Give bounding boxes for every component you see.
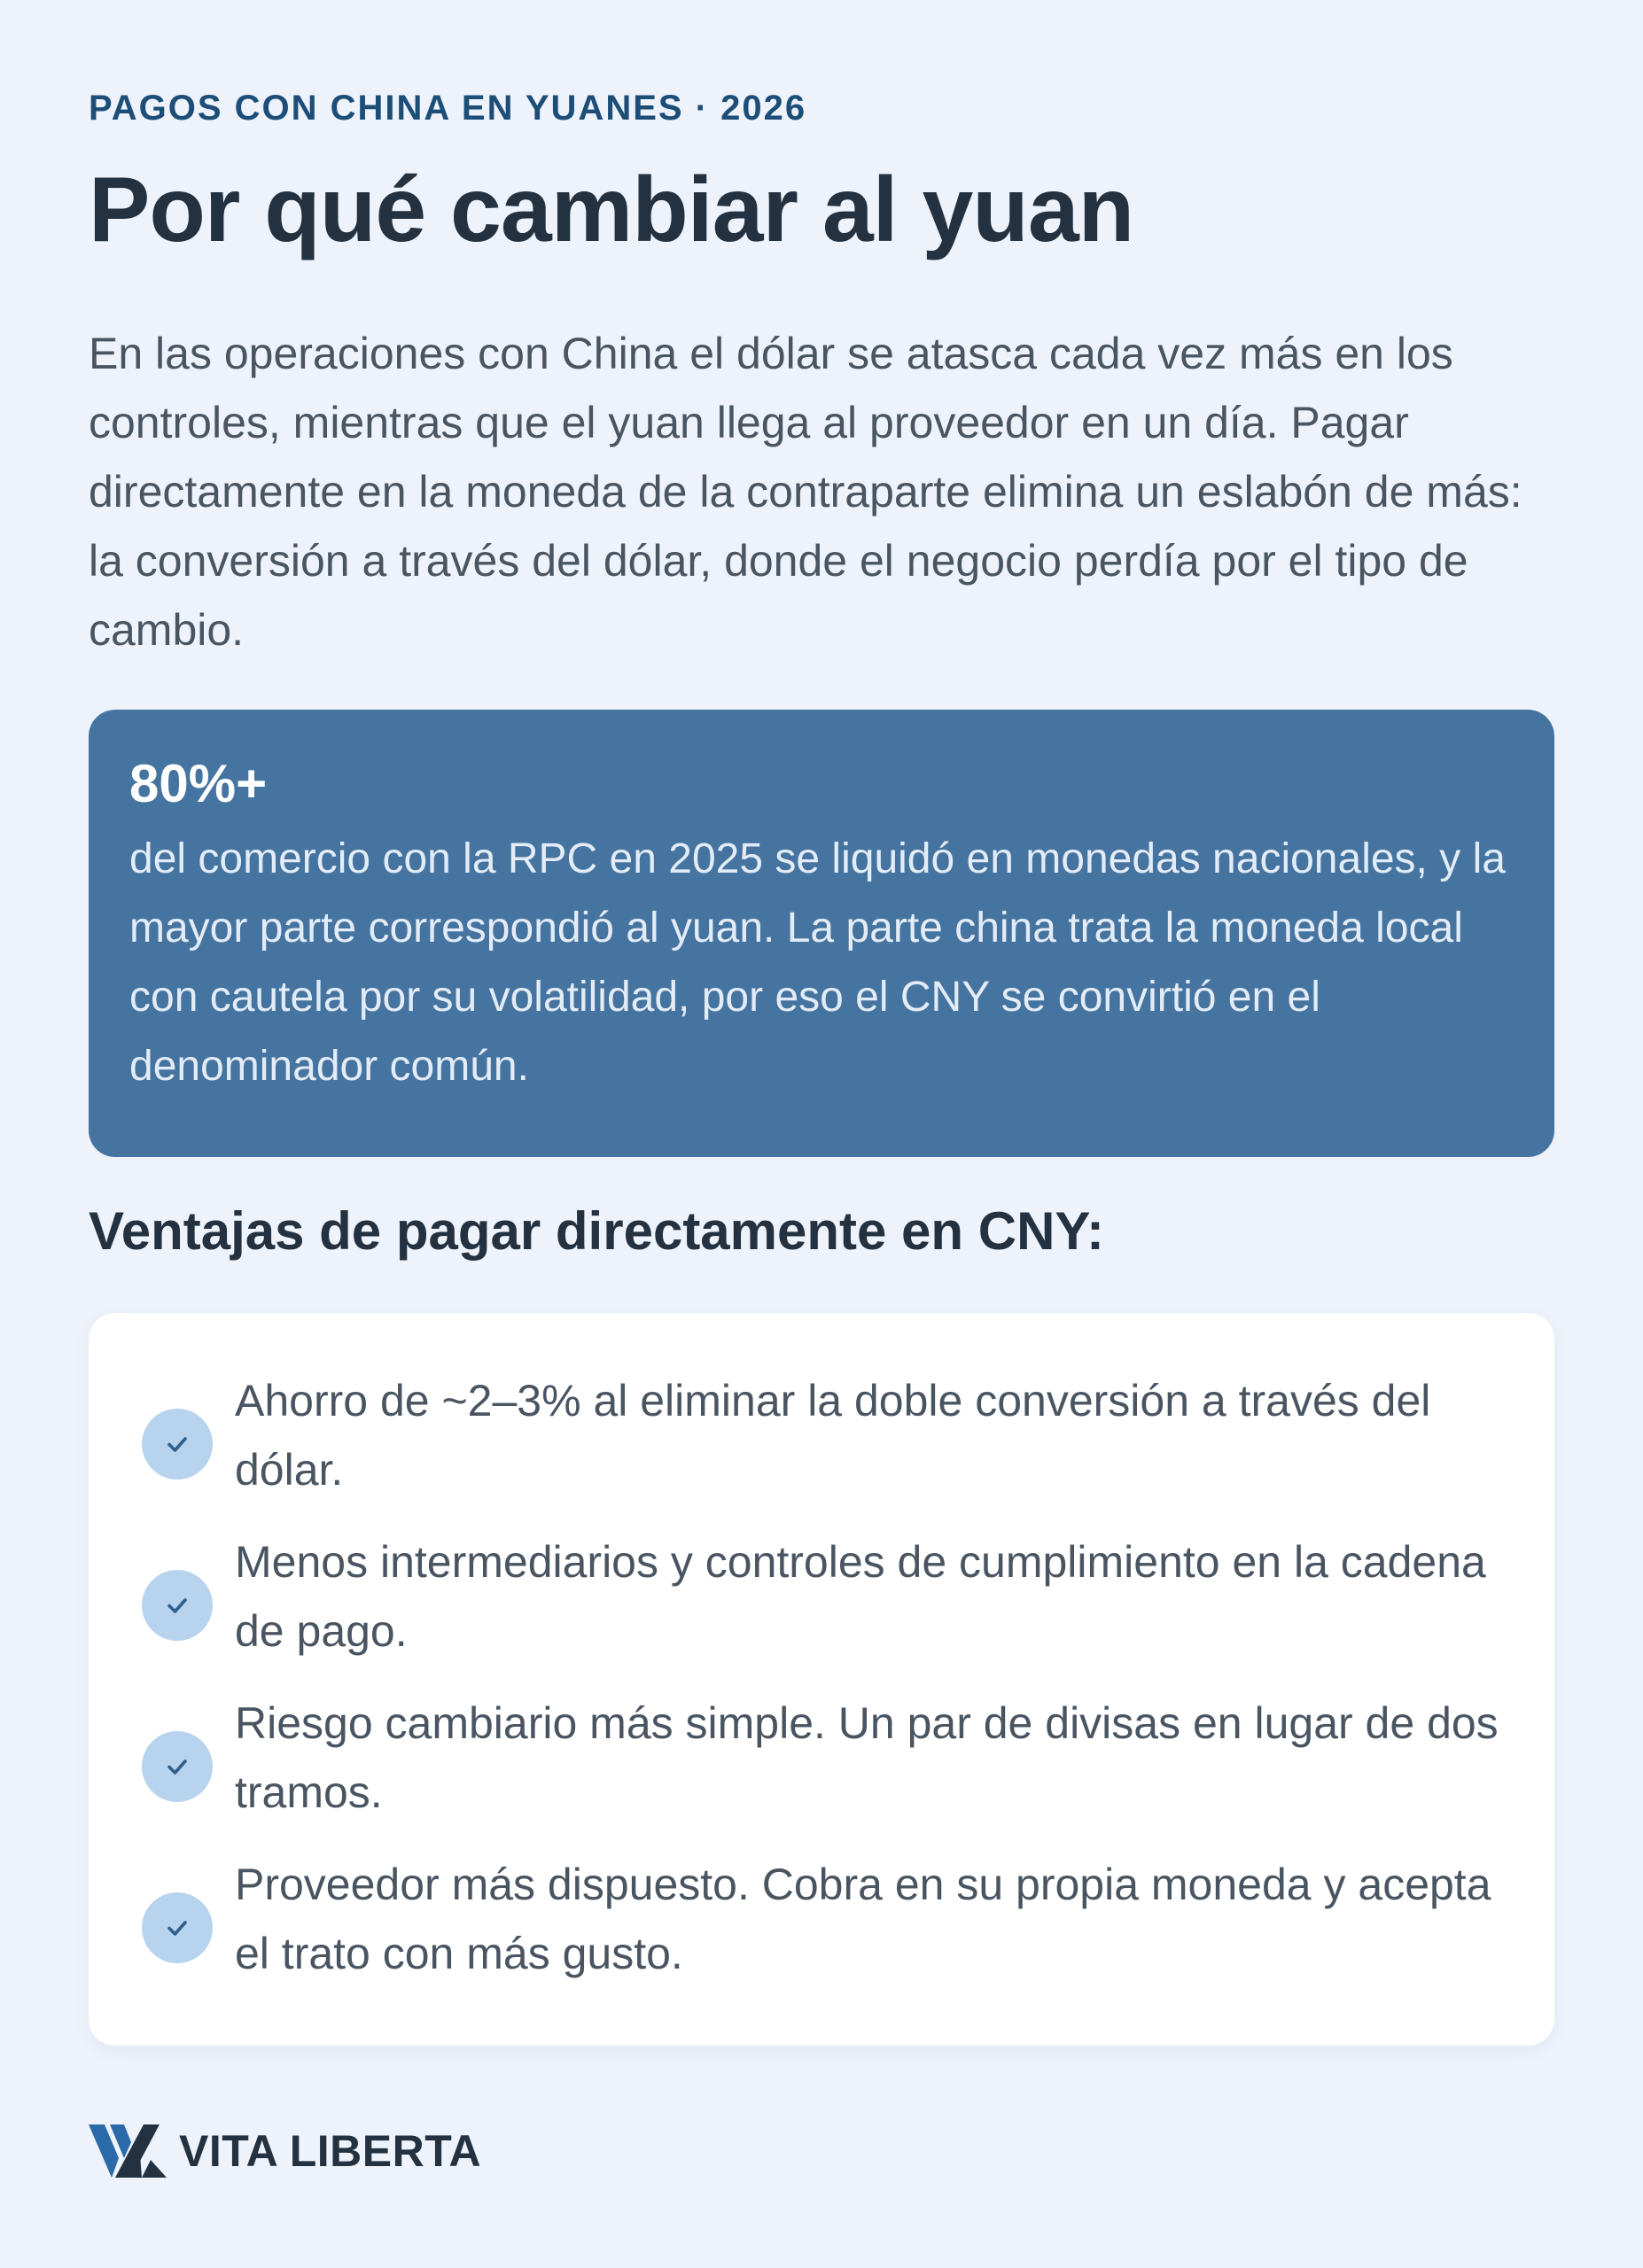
stat-description: del comercio con la RPC en 2025 se liquidó en monedas nacionales, y la mayor parte correspondió al yuan. La parte china trata la moneda local con cautela por su volatilidad, por eso el CNY se convirtió en el denominador común. <box>129 835 1506 1090</box>
benefit-text: Ahorro de ~2–3% al eliminar la doble conversión a través del dólar. <box>235 1376 1431 1495</box>
benefit-item <box>142 1850 1501 2011</box>
benefit-item <box>142 1366 1501 1527</box>
page-title: Por qué cambiar al yuan <box>89 159 1134 261</box>
vita-liberta-logo-icon <box>89 2123 167 2179</box>
benefits-heading: Ventajas de pagar directamente en CNY: <box>89 1201 1104 1261</box>
benefit-text: Proveedor más dispuesto. Cobra en su propia moneda y acepta el trato con más gusto. <box>235 1860 1491 1978</box>
benefits-card <box>89 1313 1554 2046</box>
stat-card <box>89 710 1554 1157</box>
benefit-list <box>142 1366 1501 2011</box>
intro-paragraph: En las operaciones con China el dólar se atasca cada vez más en los controles, mientras que el yuan llega al proveedor en un día. Pagar directamente en la moneda de la contraparte elimina un eslabón de más: la conversión a través del dólar, donde el negocio perdía por el tipo de cambio. <box>89 329 1522 655</box>
eyebrow-label: PAGOS CON CHINA EN YUANES · 2026 <box>89 89 807 128</box>
brand-name: VITA LIBERTA <box>179 2126 482 2176</box>
benefit-text: Riesgo cambiario más simple. Un par de divisas en lugar de dos tramos. <box>235 1698 1499 1817</box>
benefit-text: Menos intermediarios y controles de cumplimiento en la cadena de pago. <box>235 1537 1486 1656</box>
brand-logo <box>89 2123 481 2179</box>
benefit-item <box>142 1527 1501 1689</box>
check-icon <box>142 1409 213 1480</box>
check-icon <box>142 1892 213 1963</box>
stat-value: 80%+ <box>129 754 268 813</box>
check-icon <box>142 1570 213 1641</box>
benefit-item <box>142 1689 1501 1850</box>
check-icon <box>142 1731 213 1802</box>
